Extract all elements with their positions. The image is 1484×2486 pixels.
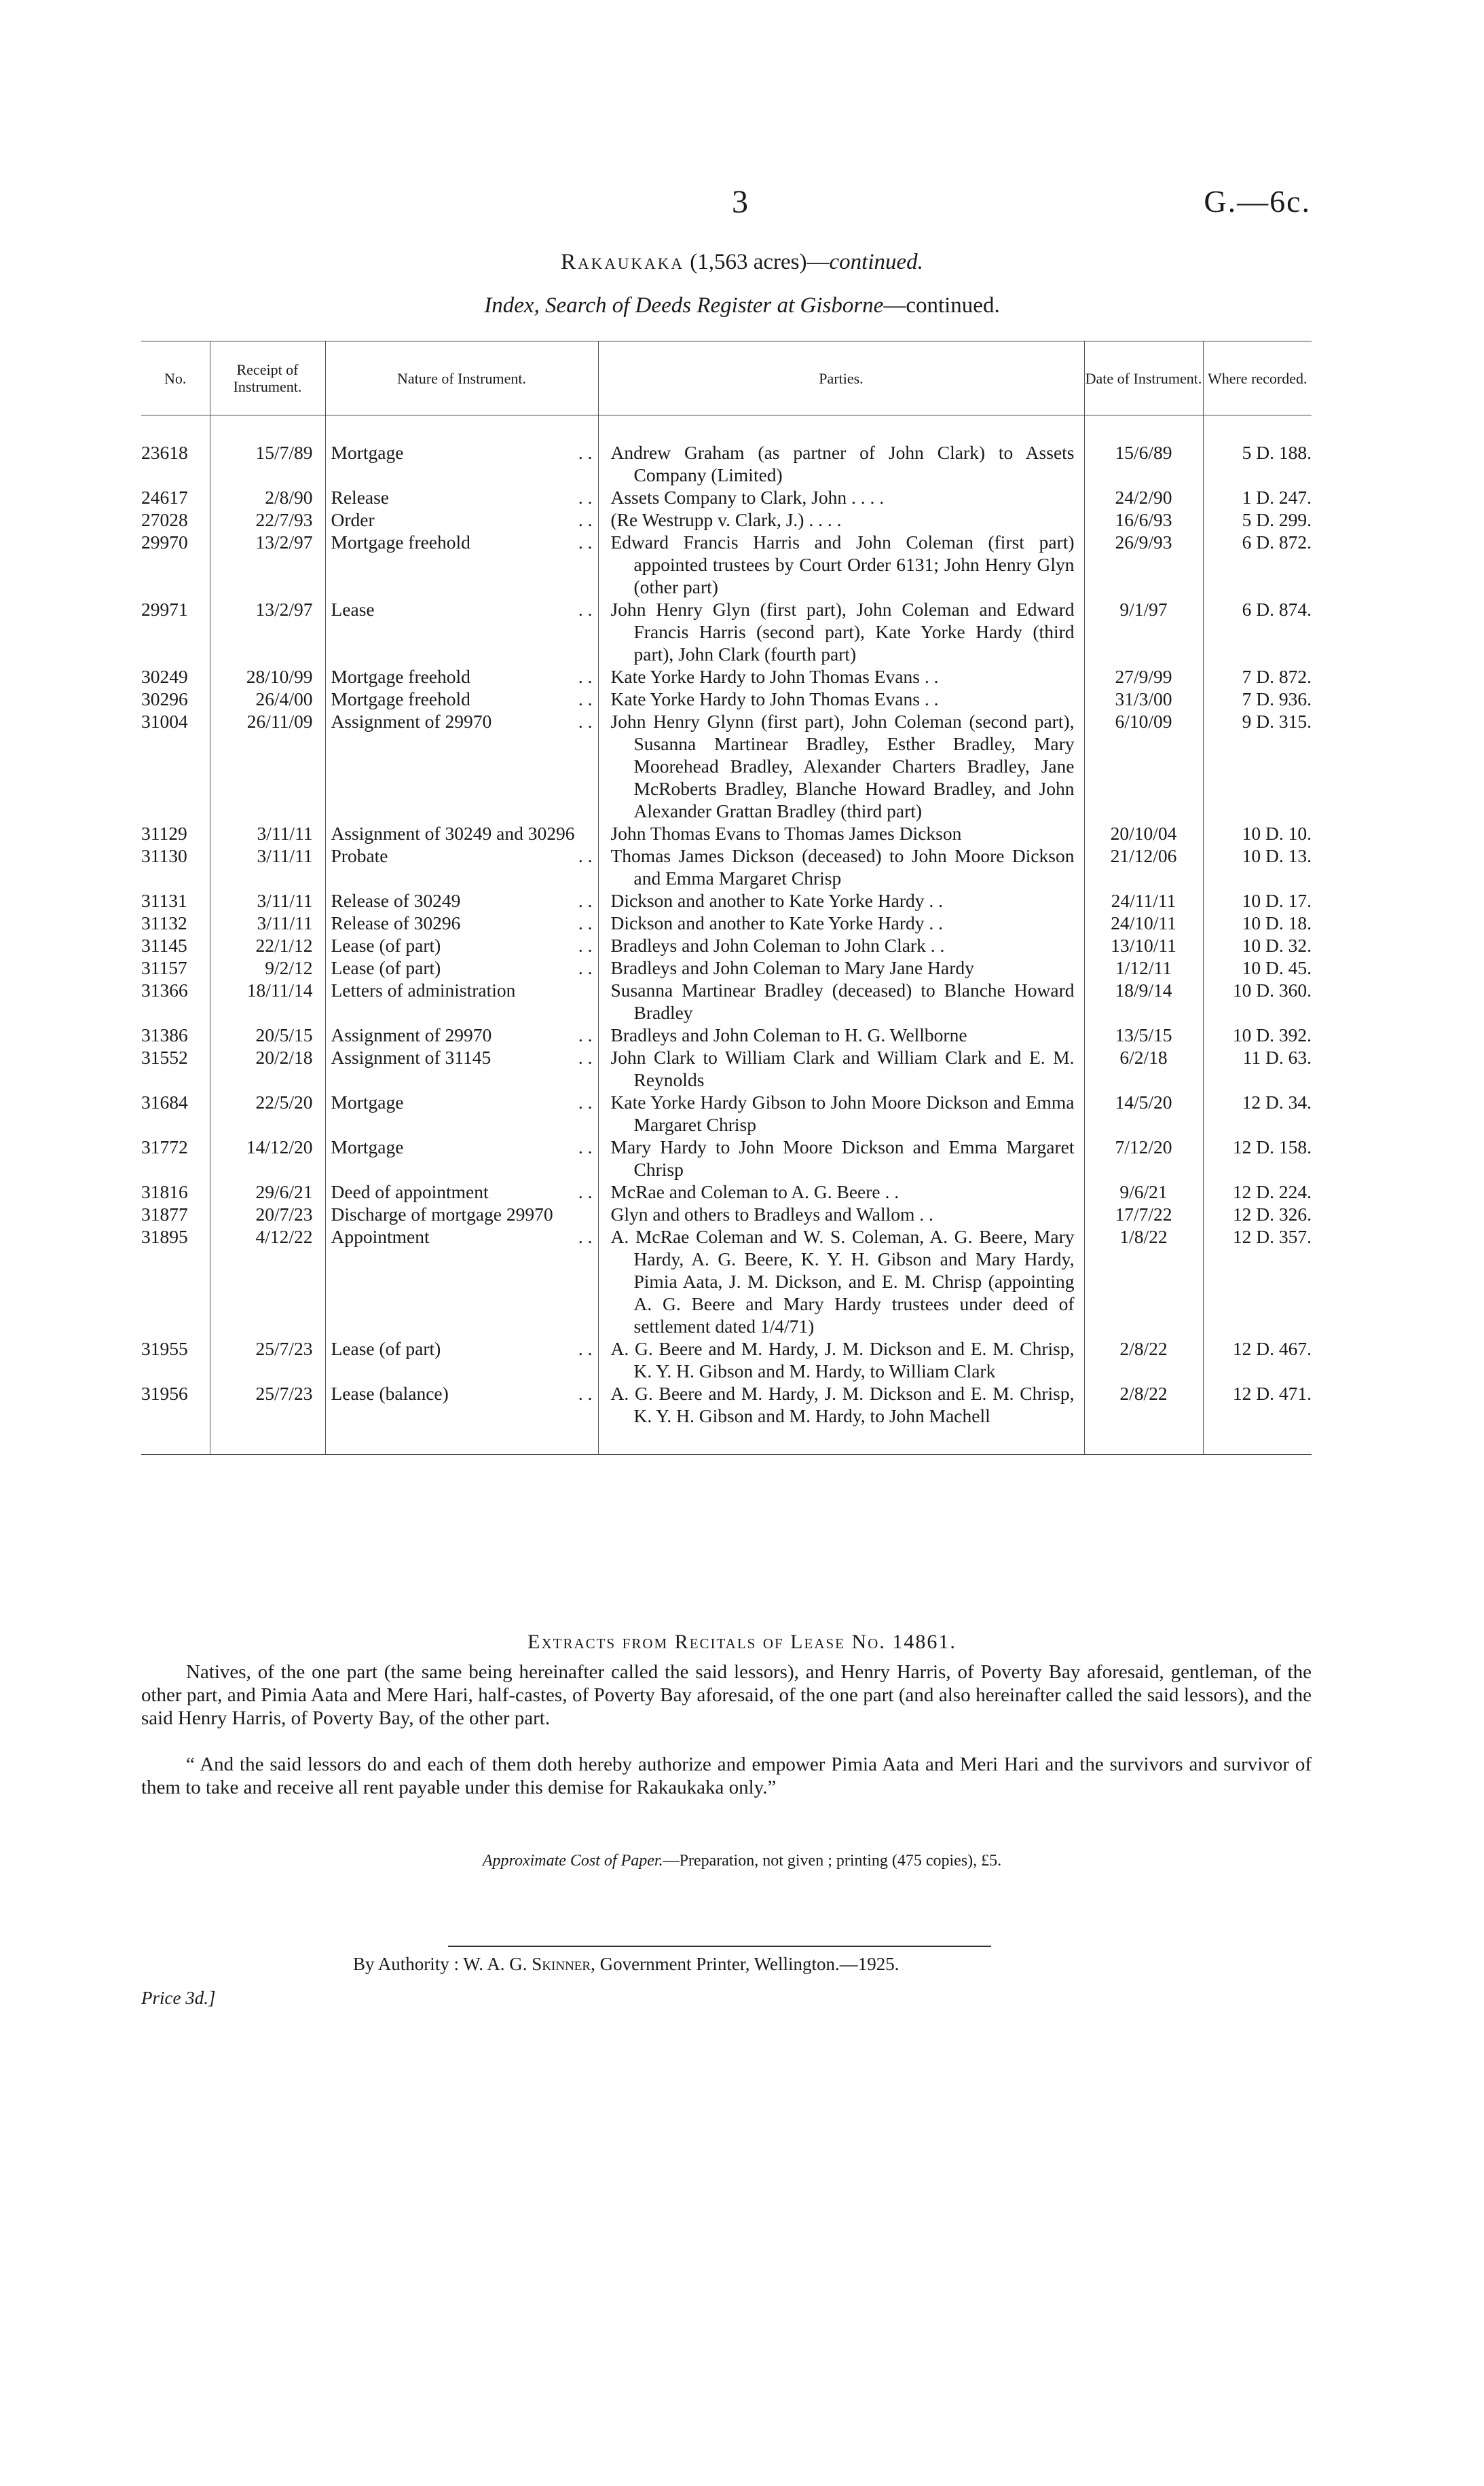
cell-nature xyxy=(325,957,598,979)
column-header-parties: Parties. xyxy=(598,341,1084,415)
cell-parties-text: Dickson and another to Kate Yorke Hardy . . xyxy=(610,890,944,911)
cell-where: 5 D. 299. xyxy=(1242,509,1312,530)
cell-where: 6 D. 874. xyxy=(1242,599,1312,620)
cell-nature-text: Assignment of 31145 xyxy=(331,1047,491,1068)
cell-date: 20/10/04 xyxy=(1084,822,1203,845)
cell-parties-text: (Re Westrupp v. Clark, J.) . . . . xyxy=(610,509,842,530)
table-row xyxy=(141,1136,1312,1181)
cell-receipt: 26/11/09 xyxy=(210,710,325,822)
cell-nature xyxy=(325,1225,598,1337)
cell-nature xyxy=(325,486,598,508)
cell-nature xyxy=(325,1091,598,1136)
cell-where: 10 D. 360. xyxy=(1232,980,1312,1001)
price-label: Price 3d.] xyxy=(141,1988,216,2008)
cost-note xyxy=(0,1852,1484,1870)
table-row xyxy=(141,710,1312,822)
cell-parties xyxy=(598,1046,1084,1091)
table-row xyxy=(141,415,1312,487)
dot-leader: . . xyxy=(578,912,593,933)
cell-date: 24/10/11 xyxy=(1084,912,1203,934)
cell-nature-text: Appointment xyxy=(331,1226,430,1247)
cell-parties xyxy=(598,957,1084,979)
table-row xyxy=(141,889,1312,912)
dot-leader: . . xyxy=(578,711,593,732)
cell-nature xyxy=(325,1181,598,1203)
cell-where: 12 D. 467. xyxy=(1232,1338,1312,1359)
cell-parties-text: Kate Yorke Hardy to John Thomas Evans . . xyxy=(610,688,939,709)
dot-leader: . . xyxy=(578,1181,593,1202)
table-row xyxy=(141,688,1312,710)
cell-nature xyxy=(325,979,598,1024)
cell-parties xyxy=(598,508,1084,531)
cell-date: 21/12/06 xyxy=(1084,845,1203,889)
cell-where: 10 D. 45. xyxy=(1242,957,1312,978)
cell-where: 10 D. 10. xyxy=(1242,823,1312,844)
table-row xyxy=(141,665,1312,688)
cell-no: 27028 xyxy=(141,508,210,531)
cell-date: 9/6/21 xyxy=(1084,1181,1203,1203)
table-row xyxy=(141,845,1312,889)
cell-date: 31/3/00 xyxy=(1084,688,1203,710)
cell-where: 7 D. 872. xyxy=(1242,666,1312,687)
block-area: (1,563 acres)— xyxy=(684,250,830,274)
cell-parties-text: Dickson and another to Kate Yorke Hardy . . xyxy=(610,912,944,933)
cell-where: 12 D. 158. xyxy=(1232,1136,1312,1157)
cell-no: 31132 xyxy=(141,912,210,934)
cell-parties-text: Kate Yorke Hardy Gibson to John Moore Dickson and Emma Margaret Chrisp xyxy=(610,1092,1075,1135)
dot-leader: . . xyxy=(578,1383,593,1404)
cell-parties-text: Bradleys and John Coleman to Mary Jane Hardy xyxy=(610,957,974,978)
extracts-paragraph-2: “ And the said lessors do and each of them doth hereby authorize and empower Pimia Aata and Meri Hari and the survivors and survivor of them to take and receive all rent payable under this demise for Rakaukaka only.” xyxy=(141,1754,1312,1798)
cell-parties-text: John Clark to William Clark and William Clark and E. M. Reynolds xyxy=(610,1047,1075,1090)
cell-where: 12 D. 224. xyxy=(1232,1181,1312,1202)
cell-nature-text: Lease (of part) xyxy=(331,957,441,978)
cell-date: 24/11/11 xyxy=(1084,889,1203,912)
cell-receipt: 22/5/20 xyxy=(210,1091,325,1136)
cell-date: 2/8/22 xyxy=(1084,1382,1203,1455)
cell-parties xyxy=(598,688,1084,710)
cell-nature-text: Letters of administration xyxy=(331,980,516,1001)
cell-date: 14/5/20 xyxy=(1084,1091,1203,1136)
page-number: 3 xyxy=(732,184,748,220)
cell-parties xyxy=(598,415,1084,487)
printer-rule xyxy=(448,1946,991,1947)
cell-parties xyxy=(598,598,1084,665)
dot-leader: . . xyxy=(578,957,593,978)
cell-parties xyxy=(598,710,1084,822)
cell-where: 10 D. 17. xyxy=(1242,890,1312,911)
cell-where: 11 D. 63. xyxy=(1242,1047,1312,1068)
cell-parties-text: John Henry Glynn (first part), John Coleman (second part), Susanna Martinear Bradley, Esther Bradley, Mary Moorehead Bradley, Alexander Charters Bradley, Jane McRoberts Bradley, Blanche Howard Bradley, and John Alexander Grattan Bradley (third part) xyxy=(610,711,1075,821)
dot-leader: . . xyxy=(578,442,593,463)
cell-receipt: 14/12/20 xyxy=(210,1136,325,1181)
cell-receipt: 20/5/15 xyxy=(210,1024,325,1046)
cell-nature xyxy=(325,845,598,889)
deeds-register-table xyxy=(141,341,1312,1455)
table-body xyxy=(141,415,1312,1455)
cell-parties xyxy=(598,1181,1084,1203)
cell-receipt: 20/2/18 xyxy=(210,1046,325,1091)
cell-parties xyxy=(598,665,1084,688)
cell-nature-text: Mortgage xyxy=(331,1092,404,1113)
dot-leader: . . xyxy=(578,1136,593,1157)
cell-receipt: 2/8/90 xyxy=(210,486,325,508)
cell-parties xyxy=(598,1225,1084,1337)
cell-receipt: 3/11/11 xyxy=(210,912,325,934)
continued-label: continued. xyxy=(829,250,923,274)
cell-nature xyxy=(325,912,598,934)
table-row xyxy=(141,957,1312,979)
cell-date: 26/9/93 xyxy=(1084,531,1203,598)
dot-leader: . . xyxy=(578,845,593,866)
dot-leader: . . xyxy=(578,1047,593,1068)
cell-parties xyxy=(598,912,1084,934)
cell-no: 31157 xyxy=(141,957,210,979)
table-row xyxy=(141,508,1312,531)
cost-label: Approximate Cost of Paper. xyxy=(482,1852,663,1870)
cell-where: 5 D. 188. xyxy=(1242,442,1312,463)
cell-parties xyxy=(598,889,1084,912)
cell-parties-text: Glyn and others to Bradleys and Wallom . . xyxy=(610,1204,933,1225)
cell-no: 31366 xyxy=(141,979,210,1024)
cell-receipt: 20/7/23 xyxy=(210,1203,325,1225)
cell-where: 10 D. 13. xyxy=(1242,845,1312,866)
cell-no: 31877 xyxy=(141,1203,210,1225)
cell-parties-text: John Henry Glyn (first part), John Coleman and Edward Francis Harris (second part), Kate Yorke Hardy (third part), John Clark (fourth part) xyxy=(610,599,1075,665)
cell-nature xyxy=(325,1024,598,1046)
cell-nature xyxy=(325,1337,598,1382)
column-header-nature: Nature of Instrument. xyxy=(325,341,598,415)
cell-date: 17/7/22 xyxy=(1084,1203,1203,1225)
block-name: Rakaukaka xyxy=(561,250,684,274)
table-row xyxy=(141,934,1312,957)
cell-receipt: 25/7/23 xyxy=(210,1382,325,1455)
cell-receipt: 13/2/97 xyxy=(210,598,325,665)
table-row xyxy=(141,531,1312,598)
cell-no: 31955 xyxy=(141,1337,210,1382)
cell-parties-text: Kate Yorke Hardy to John Thomas Evans . . xyxy=(610,666,939,687)
cell-parties xyxy=(598,1203,1084,1225)
table-row xyxy=(141,1337,1312,1382)
cell-no: 31816 xyxy=(141,1181,210,1203)
cell-no: 29970 xyxy=(141,531,210,598)
cell-parties-text: Assets Company to Clark, John . . . . xyxy=(610,487,885,508)
cell-date: 9/1/97 xyxy=(1084,598,1203,665)
cell-parties-text: A. G. Beere and M. Hardy, J. M. Dickson and E. M. Chrisp, K. Y. H. Gibson and M. Hardy, to William Clark xyxy=(610,1338,1075,1381)
cell-no: 30296 xyxy=(141,688,210,710)
cell-nature xyxy=(325,598,598,665)
cell-nature-text: Lease (of part) xyxy=(331,1338,441,1359)
page-reference: G.—6c. xyxy=(1204,184,1311,219)
cell-parties xyxy=(598,934,1084,957)
dot-leader: . . xyxy=(578,1338,593,1359)
cell-nature-text: Mortgage xyxy=(331,442,404,463)
cell-where: 12 D. 34. xyxy=(1242,1092,1312,1113)
cell-receipt: 25/7/23 xyxy=(210,1337,325,1382)
cell-nature-text: Discharge of mortgage 29970 xyxy=(331,1204,553,1225)
table-row xyxy=(141,1203,1312,1225)
column-header-no: No. xyxy=(141,341,210,415)
printer-name: Skinner xyxy=(532,1954,591,1974)
cell-receipt: 9/2/12 xyxy=(210,957,325,979)
cost-details: —Preparation, not given ; printing (475 copies), £5. xyxy=(663,1852,1002,1870)
cell-nature xyxy=(325,1046,598,1091)
cell-date: 27/9/99 xyxy=(1084,665,1203,688)
column-header-receipt: Receipt of Instrument. xyxy=(210,341,325,415)
cell-nature xyxy=(325,688,598,710)
cell-no: 31552 xyxy=(141,1046,210,1091)
printer-imprint xyxy=(353,1954,899,1975)
authority-prefix: By Authority : W. A. G. xyxy=(353,1954,532,1974)
cell-parties-text: Edward Francis Harris and John Coleman (first part) appointed trustees by Court Order 6131; John Henry Glyn (other part) xyxy=(610,532,1075,597)
cell-nature xyxy=(325,1382,598,1455)
cell-nature xyxy=(325,665,598,688)
extracts-heading: Extracts from Recitals of Lease No. 14861. xyxy=(527,1631,957,1653)
dot-leader: . . xyxy=(578,487,593,508)
cell-nature-text: Release xyxy=(331,487,390,508)
authority-suffix: , Government Printer, Wellington.—1925. xyxy=(591,1954,899,1974)
cell-receipt: 18/11/14 xyxy=(210,979,325,1024)
cell-parties-text: Bradleys and John Coleman to John Clark . . xyxy=(610,935,945,956)
cell-receipt: 3/11/11 xyxy=(210,889,325,912)
cell-no: 24617 xyxy=(141,486,210,508)
dot-leader: . . xyxy=(578,1092,593,1113)
cell-date: 6/10/09 xyxy=(1084,710,1203,822)
cell-nature xyxy=(325,1203,598,1225)
cell-nature xyxy=(325,415,598,487)
cell-nature-text: Lease (of part) xyxy=(331,935,441,956)
cell-parties-text: Mary Hardy to John Moore Dickson and Emma Margaret Chrisp xyxy=(610,1136,1075,1180)
cell-receipt: 4/12/22 xyxy=(210,1225,325,1337)
table-subtitle xyxy=(0,293,1484,318)
table-row xyxy=(141,822,1312,845)
cell-parties-text: A. G. Beere and M. Hardy, J. M. Dickson and E. M. Chrisp, K. Y. H. Gibson and M. Hardy, to John Machell xyxy=(610,1383,1075,1426)
cell-parties xyxy=(598,1136,1084,1181)
cell-parties xyxy=(598,1382,1084,1455)
cell-date: 1/12/11 xyxy=(1084,957,1203,979)
cell-nature-text: Mortgage freehold xyxy=(331,532,470,553)
cell-parties xyxy=(598,1091,1084,1136)
cell-receipt: 26/4/00 xyxy=(210,688,325,710)
table-row xyxy=(141,1225,1312,1337)
cell-nature xyxy=(325,508,598,531)
cell-no: 31145 xyxy=(141,934,210,957)
cell-where: 6 D. 872. xyxy=(1242,532,1312,553)
cell-no: 29971 xyxy=(141,598,210,665)
cell-where: 10 D. 32. xyxy=(1242,935,1312,956)
cell-nature-text: Assignment of 29970 xyxy=(331,711,492,732)
cell-parties xyxy=(598,979,1084,1024)
cell-no: 30249 xyxy=(141,665,210,688)
subtitle-continued: —continued. xyxy=(883,293,1000,318)
table-row xyxy=(141,1024,1312,1046)
cell-no: 31004 xyxy=(141,710,210,822)
cell-receipt: 29/6/21 xyxy=(210,1181,325,1203)
table-row xyxy=(141,979,1312,1024)
cell-date: 16/6/93 xyxy=(1084,508,1203,531)
dot-leader: . . xyxy=(578,935,593,956)
dot-leader: . . xyxy=(578,688,593,709)
dot-leader: . . xyxy=(578,509,593,530)
block-title xyxy=(0,250,1484,275)
cell-where: 1 D. 247. xyxy=(1242,487,1312,508)
cell-parties xyxy=(598,531,1084,598)
cell-where: 10 D. 392. xyxy=(1232,1024,1312,1045)
cell-where: 10 D. 18. xyxy=(1242,912,1312,933)
dot-leader: . . xyxy=(578,666,593,687)
cell-nature-text: Mortgage freehold xyxy=(331,688,470,709)
cell-date: 7/12/20 xyxy=(1084,1136,1203,1181)
cell-parties-text: A. McRae Coleman and W. S. Coleman, A. G. Beere, Mary Hardy, A. G. Beere, K. Y. H. Gibson and Mary Hardy, Pimia Aata, J. M. Dickson, and E. M. Chrisp (appointing A. G. Beere and Mary Hardy trustees under deed of settlement dated 1/4/71) xyxy=(610,1226,1075,1337)
cell-parties-text: John Thomas Evans to Thomas James Dickson xyxy=(610,823,962,844)
table-row xyxy=(141,912,1312,934)
cell-nature-text: Deed of appointment xyxy=(331,1181,489,1202)
cell-nature-text: Lease xyxy=(331,599,375,620)
table-row xyxy=(141,1181,1312,1203)
cell-nature-text: Lease (balance) xyxy=(331,1383,449,1404)
dot-leader: . . xyxy=(578,890,593,911)
cell-nature-text: Assignment of 30249 and 30296 xyxy=(331,823,575,844)
cell-receipt: 13/2/97 xyxy=(210,531,325,598)
dot-leader: . . xyxy=(578,532,593,553)
table-row xyxy=(141,486,1312,508)
cell-no: 23618 xyxy=(141,415,210,487)
table-row xyxy=(141,1382,1312,1455)
cell-parties xyxy=(598,1337,1084,1382)
subtitle-italic: Index, Search of Deeds Register at Gisborne xyxy=(484,293,884,318)
cell-parties xyxy=(598,486,1084,508)
cell-receipt: 22/1/12 xyxy=(210,934,325,957)
extracts-paragraph-1: Natives, of the one part (the same being hereinafter called the said lessors), and Henry Harris, of Poverty Bay aforesaid, gentleman, of the other part, and Pimia Aata and Mere Hari, half-castes, of Poverty Bay aforesaid, of the one part (and also hereinafter called the said lessors), and the said Henry Harris, of Poverty Bay, of the other part. xyxy=(141,1661,1312,1729)
cell-date: 18/9/14 xyxy=(1084,979,1203,1024)
cell-nature-text: Probate xyxy=(331,845,388,866)
cell-parties-text: McRae and Coleman to A. G. Beere . . xyxy=(610,1181,899,1202)
cell-where: 12 D. 357. xyxy=(1232,1226,1312,1247)
cell-receipt: 15/7/89 xyxy=(210,415,325,487)
cell-date: 2/8/22 xyxy=(1084,1337,1203,1382)
cell-date: 24/2/90 xyxy=(1084,486,1203,508)
cell-no: 31131 xyxy=(141,889,210,912)
cell-nature xyxy=(325,710,598,822)
cell-date: 1/8/22 xyxy=(1084,1225,1203,1337)
table-row xyxy=(141,598,1312,665)
cell-no: 31684 xyxy=(141,1091,210,1136)
dot-leader: . . xyxy=(578,599,593,620)
cell-receipt: 3/11/11 xyxy=(210,822,325,845)
cell-nature xyxy=(325,822,598,845)
cell-date: 6/2/18 xyxy=(1084,1046,1203,1091)
cell-nature-text: Release of 30296 xyxy=(331,912,461,933)
cell-no: 31386 xyxy=(141,1024,210,1046)
cell-nature-text: Release of 30249 xyxy=(331,890,461,911)
table-row xyxy=(141,1091,1312,1136)
cell-nature-text: Mortgage freehold xyxy=(331,666,470,687)
cell-parties-text: Andrew Graham (as partner of John Clark) to Assets Company (Limited) xyxy=(610,442,1075,485)
cell-nature xyxy=(325,889,598,912)
cell-date: 13/10/11 xyxy=(1084,934,1203,957)
cell-parties xyxy=(598,845,1084,889)
cell-no: 31129 xyxy=(141,822,210,845)
dot-leader: . . xyxy=(578,1226,593,1247)
table-header-row xyxy=(141,341,1312,415)
cell-nature-text: Assignment of 29970 xyxy=(331,1024,492,1045)
cell-where: 12 D. 326. xyxy=(1232,1204,1312,1225)
cell-parties-text: Bradleys and John Coleman to H. G. Wellborne xyxy=(610,1024,967,1045)
cell-nature-text: Order xyxy=(331,509,375,530)
cell-nature xyxy=(325,934,598,957)
column-header-date: Date of Instrument. xyxy=(1084,341,1203,415)
cell-parties xyxy=(598,822,1084,845)
cell-no: 31772 xyxy=(141,1136,210,1181)
cell-where: 12 D. 471. xyxy=(1203,1382,1312,1455)
cell-nature xyxy=(325,1136,598,1181)
cell-no: 31895 xyxy=(141,1225,210,1337)
table-row xyxy=(141,1046,1312,1091)
cell-date: 15/6/89 xyxy=(1084,415,1203,487)
cell-where: 7 D. 936. xyxy=(1242,688,1312,709)
column-header-where: Where recorded. xyxy=(1203,341,1312,415)
cell-no: 31130 xyxy=(141,845,210,889)
cell-receipt: 28/10/99 xyxy=(210,665,325,688)
cell-parties-text: Thomas James Dickson (deceased) to John Moore Dickson and Emma Margaret Chrisp xyxy=(610,845,1075,889)
cell-parties-text: Susanna Martinear Bradley (deceased) to Blanche Howard Bradley xyxy=(610,980,1075,1023)
dot-leader: . . xyxy=(578,1024,593,1045)
cell-parties xyxy=(598,1024,1084,1046)
cell-nature-text: Mortgage xyxy=(331,1136,404,1157)
cell-nature xyxy=(325,531,598,598)
cell-receipt: 3/11/11 xyxy=(210,845,325,889)
cell-receipt: 22/7/93 xyxy=(210,508,325,531)
cell-where: 9 D. 315. xyxy=(1242,711,1312,732)
cell-date: 13/5/15 xyxy=(1084,1024,1203,1046)
cell-no: 31956 xyxy=(141,1382,210,1455)
